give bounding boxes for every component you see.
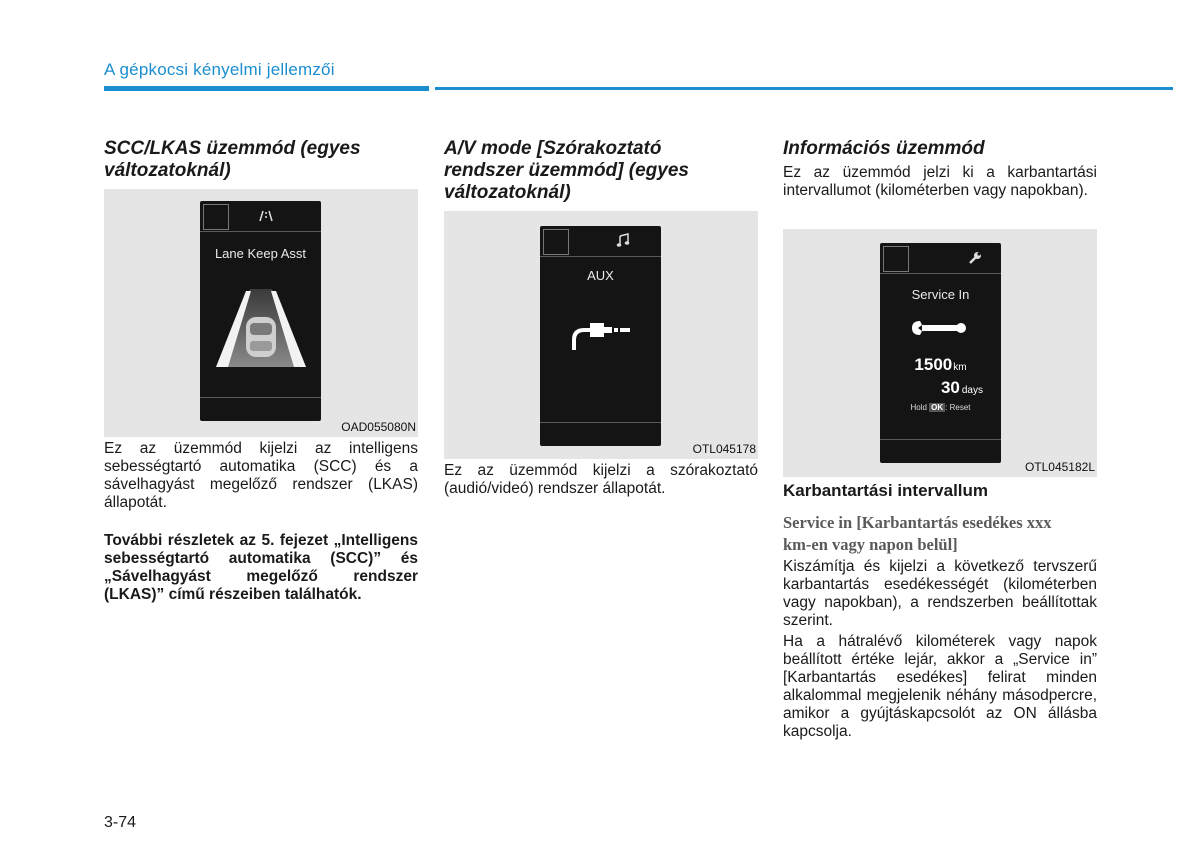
days-unit: days bbox=[961, 385, 983, 396]
column-info-mode bbox=[783, 138, 1097, 200]
column-info-text bbox=[783, 481, 1097, 741]
days-readout bbox=[941, 378, 983, 398]
hold-reset-hint bbox=[880, 403, 1001, 412]
aux-plug-icon bbox=[570, 320, 634, 354]
cluster-display bbox=[540, 226, 661, 446]
days-value: 30 bbox=[940, 378, 960, 397]
screen-label: Lane Keep Asst bbox=[214, 246, 307, 261]
mode-box bbox=[543, 229, 569, 255]
header-rule-right bbox=[435, 87, 1173, 90]
figure-code: OTL045182L bbox=[1024, 460, 1095, 474]
section-heading: SCC/LKAS üzemmód (egyes változatoknál) bbox=[104, 138, 361, 181]
figure-code: OAD055080N bbox=[341, 420, 416, 434]
page-number: 3-74 bbox=[104, 814, 137, 831]
body-text: Ez az üzemmód kijelzi az intelligens sebességtartó automatika (SCC) és a sávelhagyást megelőző rendszer (LKAS) állapotát. bbox=[104, 440, 418, 511]
intro-text: Ez az üzemmód jelzi ki a karbantartási intervallumot (kilométerben vagy napokban). bbox=[783, 164, 1097, 199]
figure-service bbox=[783, 229, 1097, 477]
km-unit: km bbox=[953, 362, 967, 373]
ok-badge: OK bbox=[931, 403, 944, 412]
serif-title: Service in [Karbantartás esedékes xxx km-en vagy napon belül] bbox=[783, 513, 1052, 554]
figure-lkas bbox=[104, 189, 418, 437]
header-rule-left bbox=[104, 86, 429, 91]
reset-text: : Reset bbox=[945, 403, 971, 412]
lane-icon bbox=[259, 210, 273, 222]
wrench-small-icon bbox=[968, 251, 982, 265]
body-text: Ez az üzemmód kijelzi a szórakoztató (audió/videó) rendszer állapotát. bbox=[444, 462, 758, 497]
column-av-mode bbox=[444, 138, 758, 204]
music-note-icon bbox=[616, 233, 630, 247]
screen-label: AUX bbox=[587, 268, 614, 283]
figure-code: OTL045178 bbox=[692, 442, 756, 456]
mode-box bbox=[203, 204, 229, 230]
wrench-icon bbox=[910, 317, 968, 339]
note-text: További részletek az 5. fejezet „Intelligens sebességtartó automatika (SCC)” és „Sávelhagyást megelőző rendszer (LKAS)” című részeiben találhatók. bbox=[104, 532, 418, 603]
figure-av bbox=[444, 211, 758, 459]
section-heading: A/V mode [Szórakoztató rendszer üzemmód] (egyes változatoknál) bbox=[444, 138, 689, 203]
subheading: Karbantartási intervallum bbox=[783, 481, 989, 500]
column-av-text bbox=[444, 462, 758, 498]
paragraph-1: Kiszámítja és kijelzi a következő tervszerű karbantartás esedékességét (kilométerben vagy napokban), a rendszerben beállítottak szerint. bbox=[783, 558, 1097, 629]
column-scc-lkas bbox=[104, 138, 418, 182]
hold-text: Hold bbox=[910, 403, 927, 412]
mode-box bbox=[883, 246, 909, 272]
header-title: A gépkocsi kényelmi jellemzői bbox=[104, 60, 335, 79]
km-value: 1500 bbox=[914, 355, 953, 374]
paragraph-2: Ha a hátralévő kilométerek vagy napok beállított értéke lejár, akkor a „Service in” [Karbantartás esedékes] felirat minden alkalommal megjelenik néhány másodpercre, amikor a gyújtáskapcsolót az ON állásba kapcsolja. bbox=[783, 633, 1097, 740]
service-title: Service In bbox=[911, 287, 970, 302]
section-heading: Információs üzemmód bbox=[783, 138, 985, 159]
column-scc-lkas-text bbox=[104, 440, 418, 604]
cluster-display bbox=[200, 201, 321, 421]
cluster-display bbox=[880, 243, 1001, 463]
km-readout bbox=[880, 355, 1001, 375]
lane-keep-car-icon bbox=[206, 279, 315, 369]
